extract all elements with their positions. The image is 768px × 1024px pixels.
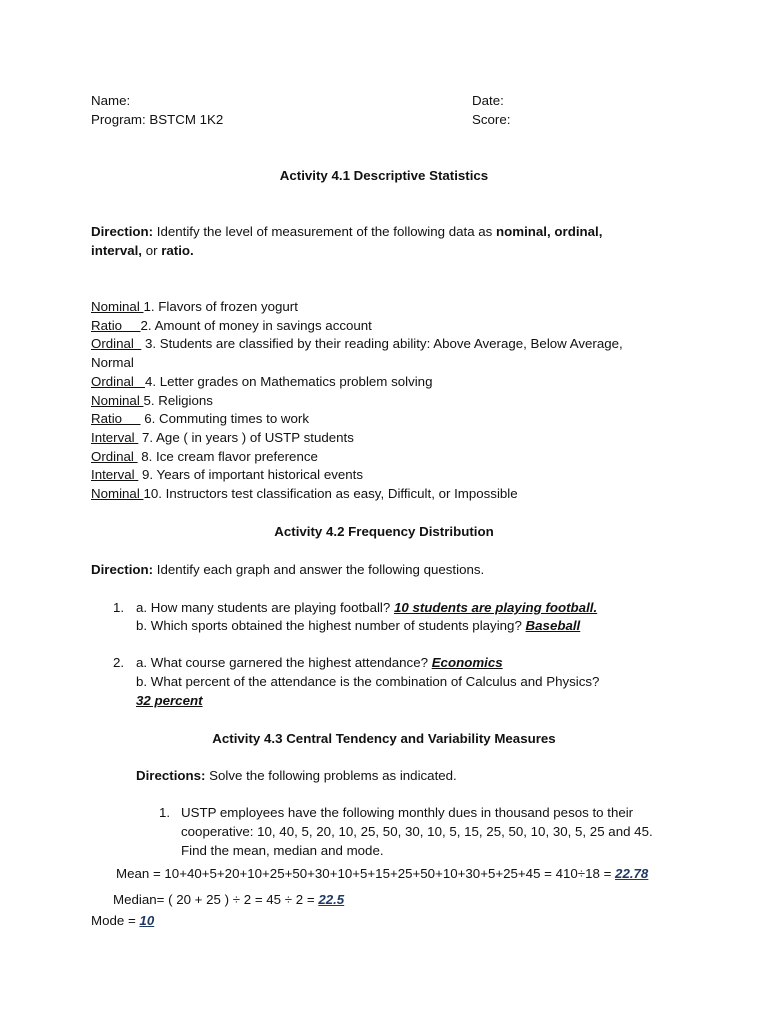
- direction-text: Identify each graph and answer the following questions.: [153, 562, 485, 577]
- list-item: [91, 429, 623, 448]
- question-text: a. How many students are playing football?: [136, 600, 394, 615]
- measurement-list: [91, 298, 623, 504]
- median-text: Median= ( 20 + 25 ) ÷ 2 = 45 ÷ 2 =: [113, 892, 319, 907]
- score-label: Score:: [472, 112, 511, 127]
- question-2-number: 2.: [113, 655, 125, 670]
- answer-blank: Interval: [91, 467, 139, 483]
- list-item: [91, 298, 623, 317]
- mean-answer: 22.78: [615, 866, 649, 881]
- answer-blank: Interval: [91, 429, 139, 445]
- answer-blank: Ratio: [91, 411, 141, 427]
- median-computation: [113, 891, 344, 910]
- question-text: b. Which sports obtained the highest number of students playing?: [136, 618, 526, 633]
- mode-answer: 10: [139, 913, 155, 928]
- activity-3-direction: [136, 767, 457, 786]
- question-1-number: 1.: [113, 600, 125, 615]
- direction-text: Solve the following problems as indicated.: [205, 768, 457, 783]
- answer-text: 32 percent: [136, 693, 203, 708]
- answer-blank: Nominal: [91, 486, 144, 502]
- item-text: 1. Flavors of frozen yogurt: [143, 299, 298, 314]
- item-text: Normal: [91, 355, 134, 371]
- activity-1-direction-cont: [91, 242, 194, 261]
- problem-1-line-1: USTP employees have the following monthly dues in thousand pesos to their: [181, 805, 634, 820]
- list-item: [91, 373, 623, 392]
- question-1a: [136, 599, 597, 618]
- mean-text: Mean = 10+40+5+20+10+25+50+30+10+5+15+25+50+10+30+5+25+45 = 410÷18 =: [116, 866, 616, 881]
- activity-2-title: Activity 4.2 Frequency Distribution: [274, 524, 494, 539]
- activity-2-direction: [91, 561, 484, 580]
- answer-blank: Nominal: [91, 392, 144, 408]
- item-text: 7. Age ( in years ) of USTP students: [138, 429, 354, 445]
- answer-text: Baseball: [525, 618, 581, 633]
- mode-text: Mode =: [91, 913, 140, 928]
- item-text: 2. Amount of money in savings account: [140, 317, 372, 333]
- answer-text: Economics: [431, 655, 503, 670]
- answer-blank: Ordinal: [91, 336, 142, 352]
- problem-1-line-2: cooperative: 10, 40, 5, 20, 10, 25, 50, 30, 10, 5, 15, 25, 50, 10, 30, 5, 25 and 45.: [181, 824, 653, 839]
- item-text: 3. Students are classified by their reading ability: Above Average, Below Average,: [141, 336, 623, 352]
- name-label: Name:: [91, 93, 131, 108]
- list-item: [91, 410, 623, 429]
- question-text: a. What course garnered the highest attendance?: [136, 655, 432, 670]
- answer-blank: Nominal: [91, 299, 144, 314]
- direction-term-ratio: ratio.: [161, 243, 194, 258]
- problem-1-number: 1.: [159, 805, 171, 820]
- mode-computation: [91, 912, 154, 931]
- direction-terms: nominal, ordinal,: [496, 224, 603, 239]
- list-item: [91, 466, 623, 485]
- question-2b-answer: [136, 692, 203, 711]
- direction-label: Direction:: [91, 562, 154, 577]
- question-1b: [136, 617, 580, 636]
- item-text: 9. Years of important historical events: [138, 467, 364, 483]
- item-text: 6. Commuting times to work: [140, 411, 309, 427]
- question-2b: b. What percent of the attendance is the combination of Calculus and Physics?: [136, 674, 600, 689]
- item-text: 4. Letter grades on Mathematics problem solving: [144, 373, 433, 389]
- list-item: [91, 354, 623, 373]
- answer-blank: Ordinal: [91, 448, 138, 464]
- date-label: Date:: [472, 93, 504, 108]
- program-label: Program: BSTCM 1K2: [91, 112, 224, 127]
- direction-text: Identify the level of measurement of the following data as: [153, 224, 497, 239]
- list-item: [91, 317, 623, 336]
- list-item: [91, 448, 623, 467]
- activity-1-direction: [91, 223, 602, 242]
- item-text: 5. Religions: [143, 392, 213, 408]
- median-answer: 22.5: [318, 892, 345, 907]
- item-text: 8. Ice cream flavor preference: [137, 448, 318, 464]
- direction-term-interval: interval,: [91, 243, 142, 258]
- answer-blank: Ordinal: [91, 373, 145, 389]
- problem-1-line-3: Find the mean, median and mode.: [181, 843, 384, 858]
- list-item: [91, 485, 623, 504]
- list-item: [91, 392, 623, 411]
- mean-computation: [116, 865, 648, 884]
- direction-label: Directions:: [136, 768, 206, 783]
- answer-blank: Ratio: [91, 317, 141, 333]
- activity-3-title: Activity 4.3 Central Tendency and Variability Measures: [212, 731, 556, 746]
- list-item: [91, 335, 623, 354]
- direction-label: Direction:: [91, 224, 154, 239]
- direction-or: or: [142, 243, 162, 258]
- item-text: 10. Instructors test classification as easy, Difficult, or Impossible: [143, 486, 518, 502]
- question-2a: [136, 654, 503, 673]
- activity-1-title: Activity 4.1 Descriptive Statistics: [279, 168, 489, 183]
- answer-text: 10 students are playing football.: [393, 600, 598, 615]
